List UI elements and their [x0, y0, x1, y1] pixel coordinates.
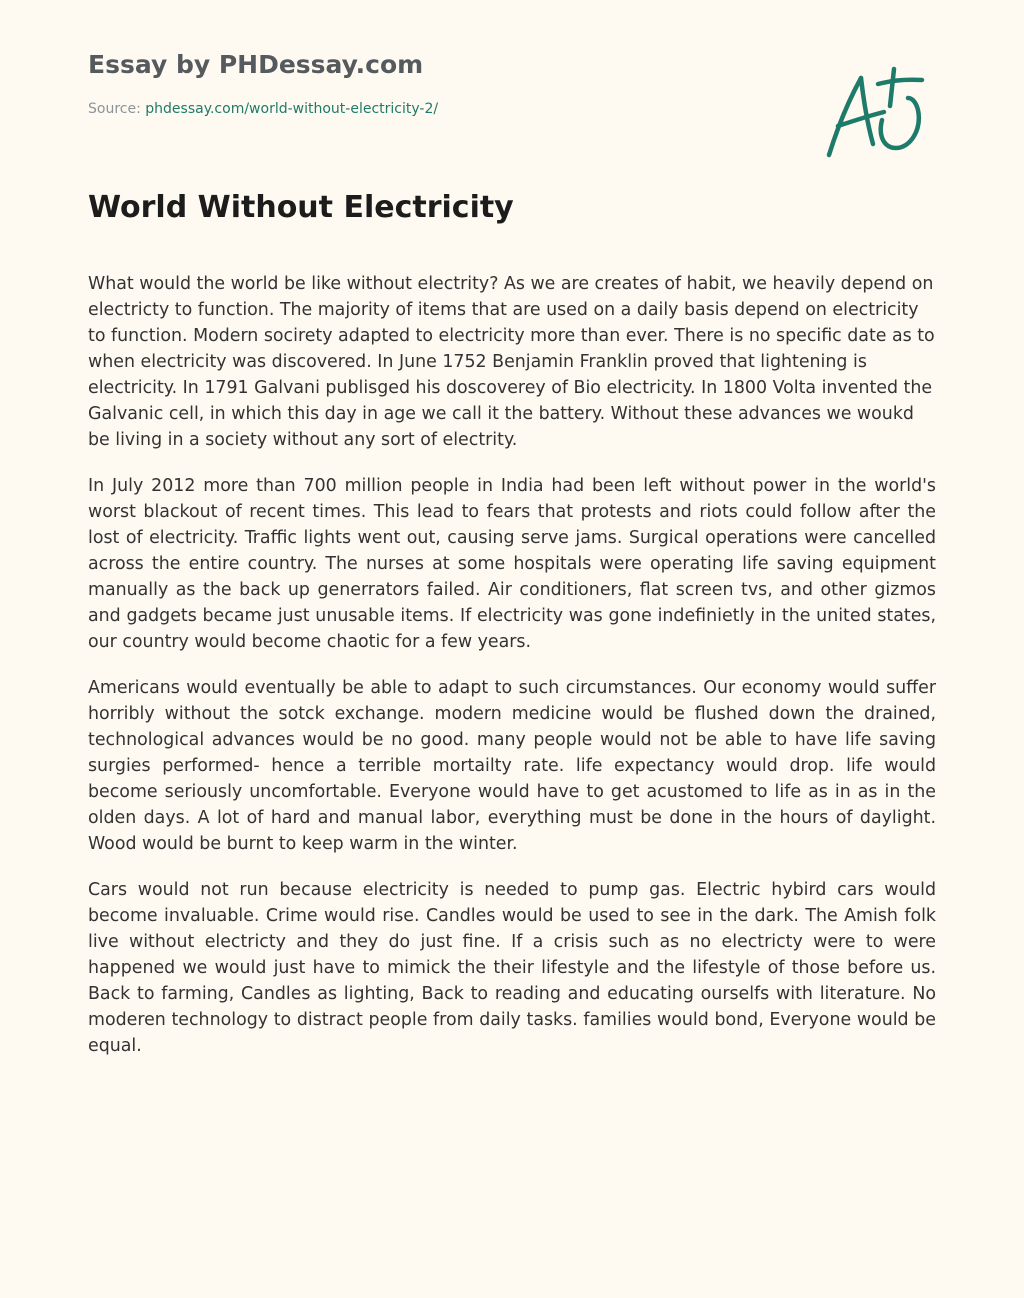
a-plus-logo-icon	[818, 64, 930, 164]
source-line	[88, 101, 438, 117]
essay-body	[88, 271, 936, 1079]
essay-title: World Without Electricity	[88, 190, 514, 225]
essay-paragraph: In July 2012 more than 700 million people in India had been left without power in the world's worst blackout of recent times. This lead to fears that protests and riots could follow after the lost of electricity. Traffic lights went out, causing serve jams. Surgical operations were cancelled across the entire country. The nurses at some hospitals were operating life saving equipment manually as the back up generrators failed. Air conditioners, flat screen tvs, and other gizmos and gadgets became just unusable items. If electricity was gone indefinietly in the united states, our country would become chaotic for a few years.	[88, 476, 936, 652]
site-brand: Essay by PHDessay.com	[88, 50, 424, 79]
essay-paragraph: Americans would eventually be able to adapt to such circumstances. Our economy would suffer horribly without the sotck exchange. modern medicine would be flushed down the drained, technological advances would be no good. many people would not be able to have life saving surgies performed- hence a terrible mortailty rate. life expectancy would drop. life would become seriously uncomfortable. Everyone would have to get acustomed to life as in as in the olden days. A lot of hard and manual labor, everything must be done in the hours of daylight. Wood would be burnt to keep warm in the winter.	[88, 678, 936, 854]
essay-paragraph: Cars would not run because electricity is needed to pump gas. Electric hybird cars would become invaluable. Crime would rise. Candles would be used to see in the dark. The Amish folk live without electricty and they do just fine. If a crisis such as no electricty were to were happened we would just have to mimick the their lifestyle and the lifestyle of those before us. Back to farming, Candles as lighting, Back to reading and educating ourselfs with literature. No moderen technology to distract people from daily tasks. families would bond, Everyone would be equal.	[88, 880, 936, 1056]
source-link[interactable]: phdessay.com/world-without-electricity-2/	[145, 101, 439, 117]
source-label: Source:	[88, 101, 146, 117]
essay-paragraph: What would the world be like without electrity? As we are creates of habit, we heavily depend on electricty to function. The majority of items that are used on a daily basis depend on electricity to function. Modern socirety adapted to electricity more than ever. There is no specific date as to when electricity was discovered. In June 1752 Benjamin Franklin proved that lightening is electricity. In 1791 Galvani publisged his doscoverey of Bio electricity. In 1800 Volta invented the Galvanic cell, in which this day in age we call it the battery. Without these advances we woukd be living in a society without any sort of electrity.	[88, 274, 935, 450]
